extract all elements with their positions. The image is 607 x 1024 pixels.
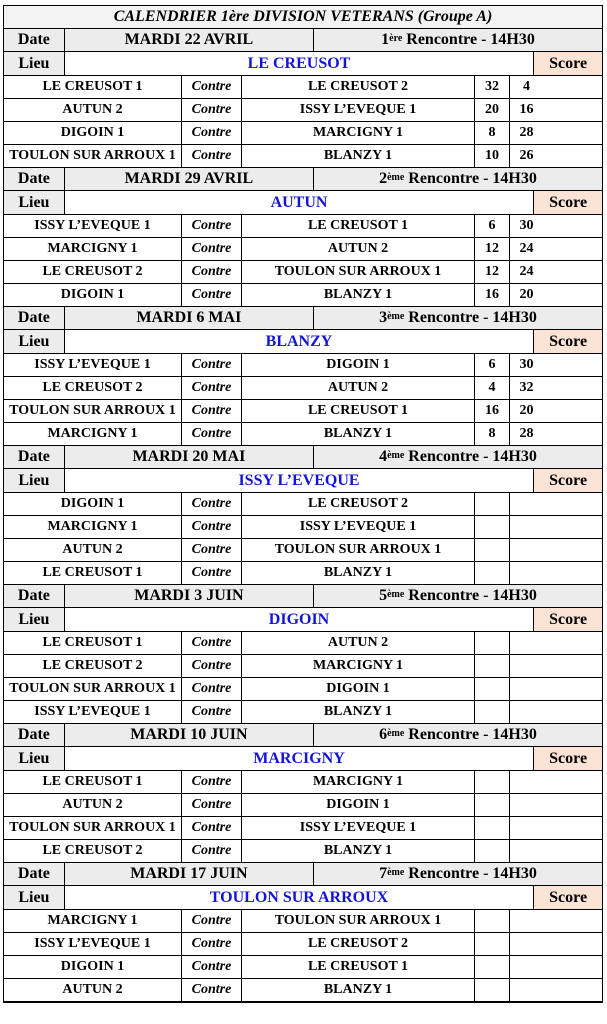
home-team: LE CREUSOT 2 bbox=[4, 655, 182, 677]
versus-label: Contre bbox=[182, 76, 242, 98]
versus-label: Contre bbox=[182, 771, 242, 793]
round-label: 7 $^{ème}$ Rencontre - 14H30 bbox=[379, 865, 537, 882]
score-header: Score bbox=[534, 886, 602, 909]
home-team: ISSY L’EVEQUE 1 bbox=[4, 354, 182, 376]
home-score: 16 bbox=[475, 400, 510, 422]
away-score bbox=[510, 933, 543, 955]
away-score: 20 bbox=[519, 287, 534, 302]
away-team: LE CREUSOT 1 bbox=[242, 400, 475, 422]
match-row bbox=[4, 122, 602, 145]
venue-row bbox=[4, 330, 602, 354]
home-team: LE CREUSOT 1 bbox=[4, 771, 182, 793]
date-row bbox=[4, 307, 602, 330]
match-row bbox=[4, 701, 602, 724]
versus-label: Contre bbox=[182, 979, 242, 1001]
rounds-container bbox=[4, 29, 602, 1002]
match-row bbox=[4, 956, 602, 979]
home-score bbox=[475, 840, 510, 862]
away-team: LE CREUSOT 1 bbox=[242, 956, 475, 978]
away-score bbox=[510, 493, 543, 515]
versus-label: Contre bbox=[182, 284, 242, 306]
venue-name: AUTUN bbox=[65, 191, 534, 214]
match-row bbox=[4, 771, 602, 794]
away-team: BLANZY 1 bbox=[242, 145, 475, 167]
home-team: LE CREUSOT 2 bbox=[4, 261, 182, 283]
versus-label: Contre bbox=[182, 493, 242, 515]
home-score: 12 bbox=[475, 238, 510, 260]
score-header: Score bbox=[534, 747, 602, 770]
match-row bbox=[4, 238, 602, 261]
venue-name: ISSY L’EVEQUE bbox=[65, 469, 534, 492]
versus-label: Contre bbox=[182, 840, 242, 862]
match-row bbox=[4, 516, 602, 539]
round-text: Rencontre - 14H30 bbox=[404, 865, 537, 882]
home-team: ISSY L’EVEQUE 1 bbox=[4, 933, 182, 955]
home-team: AUTUN 2 bbox=[4, 539, 182, 561]
date-label: Date bbox=[4, 585, 65, 607]
round-label: 3 $^{ème}$ Rencontre - 14H30 bbox=[379, 309, 537, 326]
date-label: Date bbox=[4, 168, 65, 190]
home-score bbox=[475, 655, 510, 677]
versus-label: Contre bbox=[182, 261, 242, 283]
away-score bbox=[510, 771, 543, 793]
away-team: ISSY L’EVEQUE 1 bbox=[242, 516, 475, 538]
away-score bbox=[510, 655, 543, 677]
round-number: 3 bbox=[379, 309, 388, 326]
home-score bbox=[475, 493, 510, 515]
away-team: AUTUN 2 bbox=[242, 377, 475, 399]
date-label: Date bbox=[4, 724, 65, 746]
away-score: 24 bbox=[519, 241, 534, 256]
venue-row bbox=[4, 886, 602, 910]
match-row bbox=[4, 284, 602, 307]
home-score bbox=[475, 632, 510, 654]
venue-label: Lieu bbox=[4, 886, 65, 909]
venue-row bbox=[4, 608, 602, 632]
match-row bbox=[4, 910, 602, 933]
score-header: Score bbox=[534, 330, 602, 353]
away-team: DIGOIN 1 bbox=[242, 678, 475, 700]
away-score: 32 bbox=[519, 380, 534, 395]
home-team: TOULON SUR ARROUX 1 bbox=[4, 400, 182, 422]
away-score: 28 bbox=[519, 125, 534, 140]
away-team: AUTUN 2 bbox=[242, 632, 475, 654]
round-number: 5 bbox=[379, 587, 388, 604]
home-score: 8 bbox=[475, 423, 510, 445]
home-team: LE CREUSOT 1 bbox=[4, 76, 182, 98]
home-score bbox=[475, 701, 510, 723]
date-label: Date bbox=[4, 863, 65, 885]
match-row bbox=[4, 493, 602, 516]
away-team: BLANZY 1 bbox=[242, 701, 475, 723]
round-text: Rencontre - 14H30 bbox=[404, 587, 537, 604]
match-row bbox=[4, 655, 602, 678]
round-text: Rencontre - 14H30 bbox=[404, 726, 537, 743]
venue-name: BLANZY bbox=[65, 330, 534, 353]
versus-label: Contre bbox=[182, 701, 242, 723]
venue-label: Lieu bbox=[4, 330, 65, 353]
home-team: DIGOIN 1 bbox=[4, 956, 182, 978]
away-score bbox=[510, 701, 543, 723]
home-team: AUTUN 2 bbox=[4, 99, 182, 121]
score-header: Score bbox=[534, 469, 602, 492]
match-date: MARDI 20 MAI bbox=[65, 446, 314, 468]
home-score bbox=[475, 956, 510, 978]
venue-row bbox=[4, 52, 602, 76]
away-score: 4 bbox=[523, 79, 530, 94]
versus-label: Contre bbox=[182, 632, 242, 654]
away-team: TOULON SUR ARROUX 1 bbox=[242, 910, 475, 932]
round-label: 1 $^{ère}$ Rencontre - 14H30 bbox=[381, 31, 535, 48]
match-date: MARDI 6 MAI bbox=[65, 307, 314, 329]
home-team: TOULON SUR ARROUX 1 bbox=[4, 145, 182, 167]
home-score: 16 bbox=[475, 284, 510, 306]
versus-label: Contre bbox=[182, 956, 242, 978]
round-text: Rencontre - 14H30 bbox=[404, 448, 537, 465]
match-row bbox=[4, 817, 602, 840]
home-team: TOULON SUR ARROUX 1 bbox=[4, 817, 182, 839]
match-row bbox=[4, 377, 602, 400]
versus-label: Contre bbox=[182, 794, 242, 816]
match-row bbox=[4, 840, 602, 863]
away-team: BLANZY 1 bbox=[242, 562, 475, 584]
round-label: 4 $^{ème}$ Rencontre - 14H30 bbox=[379, 448, 537, 465]
versus-label: Contre bbox=[182, 354, 242, 376]
home-score: 4 bbox=[475, 377, 510, 399]
home-score: 20 bbox=[475, 99, 510, 121]
versus-label: Contre bbox=[182, 122, 242, 144]
match-date: MARDI 10 JUIN bbox=[65, 724, 314, 746]
versus-label: Contre bbox=[182, 215, 242, 237]
home-team: LE CREUSOT 1 bbox=[4, 562, 182, 584]
versus-label: Contre bbox=[182, 99, 242, 121]
versus-label: Contre bbox=[182, 539, 242, 561]
home-score bbox=[475, 678, 510, 700]
away-score bbox=[510, 840, 543, 862]
match-row bbox=[4, 794, 602, 817]
date-row bbox=[4, 29, 602, 52]
match-row bbox=[4, 678, 602, 701]
away-team: MARCIGNY 1 bbox=[242, 655, 475, 677]
home-team: MARCIGNY 1 bbox=[4, 238, 182, 260]
date-row bbox=[4, 446, 602, 469]
away-team: AUTUN 2 bbox=[242, 238, 475, 260]
match-row bbox=[4, 539, 602, 562]
away-team: LE CREUSOT 1 bbox=[242, 215, 475, 237]
round-label: 2 $^{ème}$ Rencontre - 14H30 bbox=[379, 170, 537, 187]
match-row bbox=[4, 261, 602, 284]
match-row bbox=[4, 423, 602, 446]
away-team: LE CREUSOT 2 bbox=[242, 933, 475, 955]
away-score bbox=[510, 562, 543, 584]
versus-label: Contre bbox=[182, 678, 242, 700]
match-row bbox=[4, 99, 602, 122]
venue-row bbox=[4, 469, 602, 493]
venue-row bbox=[4, 747, 602, 771]
round-number: 6 bbox=[379, 726, 388, 743]
date-label: Date bbox=[4, 446, 65, 468]
round-number: 2 bbox=[379, 170, 388, 187]
away-team: LE CREUSOT 2 bbox=[242, 76, 475, 98]
date-label: Date bbox=[4, 307, 65, 329]
away-score bbox=[510, 678, 543, 700]
venue-label: Lieu bbox=[4, 747, 65, 770]
home-score bbox=[475, 933, 510, 955]
away-score bbox=[510, 979, 543, 1001]
home-score bbox=[475, 516, 510, 538]
away-score: 30 bbox=[519, 357, 534, 372]
venue-row bbox=[4, 191, 602, 215]
round-label: 6 $^{ème}$ Rencontre - 14H30 bbox=[379, 726, 537, 743]
away-score bbox=[510, 516, 543, 538]
match-row bbox=[4, 215, 602, 238]
away-score bbox=[510, 817, 543, 839]
away-team: BLANZY 1 bbox=[242, 840, 475, 862]
round-text: Rencontre - 14H30 bbox=[404, 309, 537, 326]
home-team: MARCIGNY 1 bbox=[4, 910, 182, 932]
home-score bbox=[475, 794, 510, 816]
versus-label: Contre bbox=[182, 377, 242, 399]
date-row bbox=[4, 168, 602, 191]
versus-label: Contre bbox=[182, 145, 242, 167]
date-row bbox=[4, 863, 602, 886]
venue-label: Lieu bbox=[4, 469, 65, 492]
score-header: Score bbox=[534, 608, 602, 631]
home-score bbox=[475, 817, 510, 839]
away-team: MARCIGNY 1 bbox=[242, 122, 475, 144]
match-row bbox=[4, 400, 602, 423]
away-team: BLANZY 1 bbox=[242, 979, 475, 1001]
versus-label: Contre bbox=[182, 238, 242, 260]
versus-label: Contre bbox=[182, 516, 242, 538]
away-score: 24 bbox=[519, 264, 534, 279]
date-row bbox=[4, 585, 602, 608]
home-team: DIGOIN 1 bbox=[4, 493, 182, 515]
versus-label: Contre bbox=[182, 400, 242, 422]
match-row bbox=[4, 76, 602, 99]
round-label: 5 $^{ème}$ Rencontre - 14H30 bbox=[379, 587, 537, 604]
match-row bbox=[4, 145, 602, 168]
score-header: Score bbox=[534, 52, 602, 75]
home-team: DIGOIN 1 bbox=[4, 122, 182, 144]
venue-name: TOULON SUR ARROUX bbox=[65, 886, 534, 909]
round-text: Rencontre - 14H30 bbox=[404, 170, 537, 187]
versus-label: Contre bbox=[182, 655, 242, 677]
match-row bbox=[4, 354, 602, 377]
match-date: MARDI 17 JUIN bbox=[65, 863, 314, 885]
document-title: CALENDRIER 1ère DIVISION VETERANS (Groupe A) bbox=[4, 6, 602, 29]
date-row bbox=[4, 724, 602, 747]
away-team: DIGOIN 1 bbox=[242, 354, 475, 376]
round-text: Rencontre - 14H30 bbox=[402, 31, 535, 48]
away-score: 16 bbox=[519, 102, 534, 117]
home-team: MARCIGNY 1 bbox=[4, 516, 182, 538]
round-number: 4 bbox=[379, 448, 388, 465]
away-score bbox=[510, 539, 543, 561]
away-team: ISSY L’EVEQUE 1 bbox=[242, 99, 475, 121]
home-score bbox=[475, 979, 510, 1001]
away-score bbox=[510, 910, 543, 932]
score-header: Score bbox=[534, 191, 602, 214]
away-team: BLANZY 1 bbox=[242, 284, 475, 306]
versus-label: Contre bbox=[182, 817, 242, 839]
match-row bbox=[4, 979, 602, 1002]
home-team: ISSY L’EVEQUE 1 bbox=[4, 701, 182, 723]
home-team: DIGOIN 1 bbox=[4, 284, 182, 306]
versus-label: Contre bbox=[182, 910, 242, 932]
date-label: Date bbox=[4, 29, 65, 51]
away-team: MARCIGNY 1 bbox=[242, 771, 475, 793]
home-score: 32 bbox=[475, 76, 510, 98]
home-score bbox=[475, 539, 510, 561]
round-number: 7 bbox=[379, 865, 388, 882]
versus-label: Contre bbox=[182, 933, 242, 955]
home-team: ISSY L’EVEQUE 1 bbox=[4, 215, 182, 237]
away-score: 26 bbox=[519, 148, 534, 163]
home-score: 12 bbox=[475, 261, 510, 283]
home-team: TOULON SUR ARROUX 1 bbox=[4, 678, 182, 700]
match-date: MARDI 29 AVRIL bbox=[65, 168, 314, 190]
away-score bbox=[510, 956, 543, 978]
home-score: 6 bbox=[475, 215, 510, 237]
away-team: TOULON SUR ARROUX 1 bbox=[242, 261, 475, 283]
home-score: 6 bbox=[475, 354, 510, 376]
schedule-table bbox=[3, 5, 603, 1003]
round-number: 1 bbox=[381, 31, 390, 48]
home-team: MARCIGNY 1 bbox=[4, 423, 182, 445]
away-team: ISSY L’EVEQUE 1 bbox=[242, 817, 475, 839]
home-score bbox=[475, 771, 510, 793]
away-team: LE CREUSOT 2 bbox=[242, 493, 475, 515]
versus-label: Contre bbox=[182, 423, 242, 445]
home-score: 8 bbox=[475, 122, 510, 144]
venue-name: LE CREUSOT bbox=[65, 52, 534, 75]
away-team: DIGOIN 1 bbox=[242, 794, 475, 816]
home-team: LE CREUSOT 2 bbox=[4, 840, 182, 862]
home-team: AUTUN 2 bbox=[4, 794, 182, 816]
versus-label: Contre bbox=[182, 562, 242, 584]
home-score bbox=[475, 562, 510, 584]
home-team: LE CREUSOT 1 bbox=[4, 632, 182, 654]
away-score: 20 bbox=[519, 403, 534, 418]
match-date: MARDI 3 JUIN bbox=[65, 585, 314, 607]
away-team: BLANZY 1 bbox=[242, 423, 475, 445]
away-score bbox=[510, 632, 543, 654]
home-team: AUTUN 2 bbox=[4, 979, 182, 1001]
venue-label: Lieu bbox=[4, 191, 65, 214]
match-row bbox=[4, 933, 602, 956]
away-score: 28 bbox=[519, 426, 534, 441]
match-date: MARDI 22 AVRIL bbox=[65, 29, 314, 51]
venue-label: Lieu bbox=[4, 52, 65, 75]
home-score: 10 bbox=[475, 145, 510, 167]
match-row bbox=[4, 632, 602, 655]
home-score bbox=[475, 910, 510, 932]
away-team: TOULON SUR ARROUX 1 bbox=[242, 539, 475, 561]
venue-name: DIGOIN bbox=[65, 608, 534, 631]
home-team: LE CREUSOT 2 bbox=[4, 377, 182, 399]
away-score bbox=[510, 794, 543, 816]
venue-label: Lieu bbox=[4, 608, 65, 631]
venue-name: MARCIGNY bbox=[65, 747, 534, 770]
away-score: 30 bbox=[519, 218, 534, 233]
match-row bbox=[4, 562, 602, 585]
